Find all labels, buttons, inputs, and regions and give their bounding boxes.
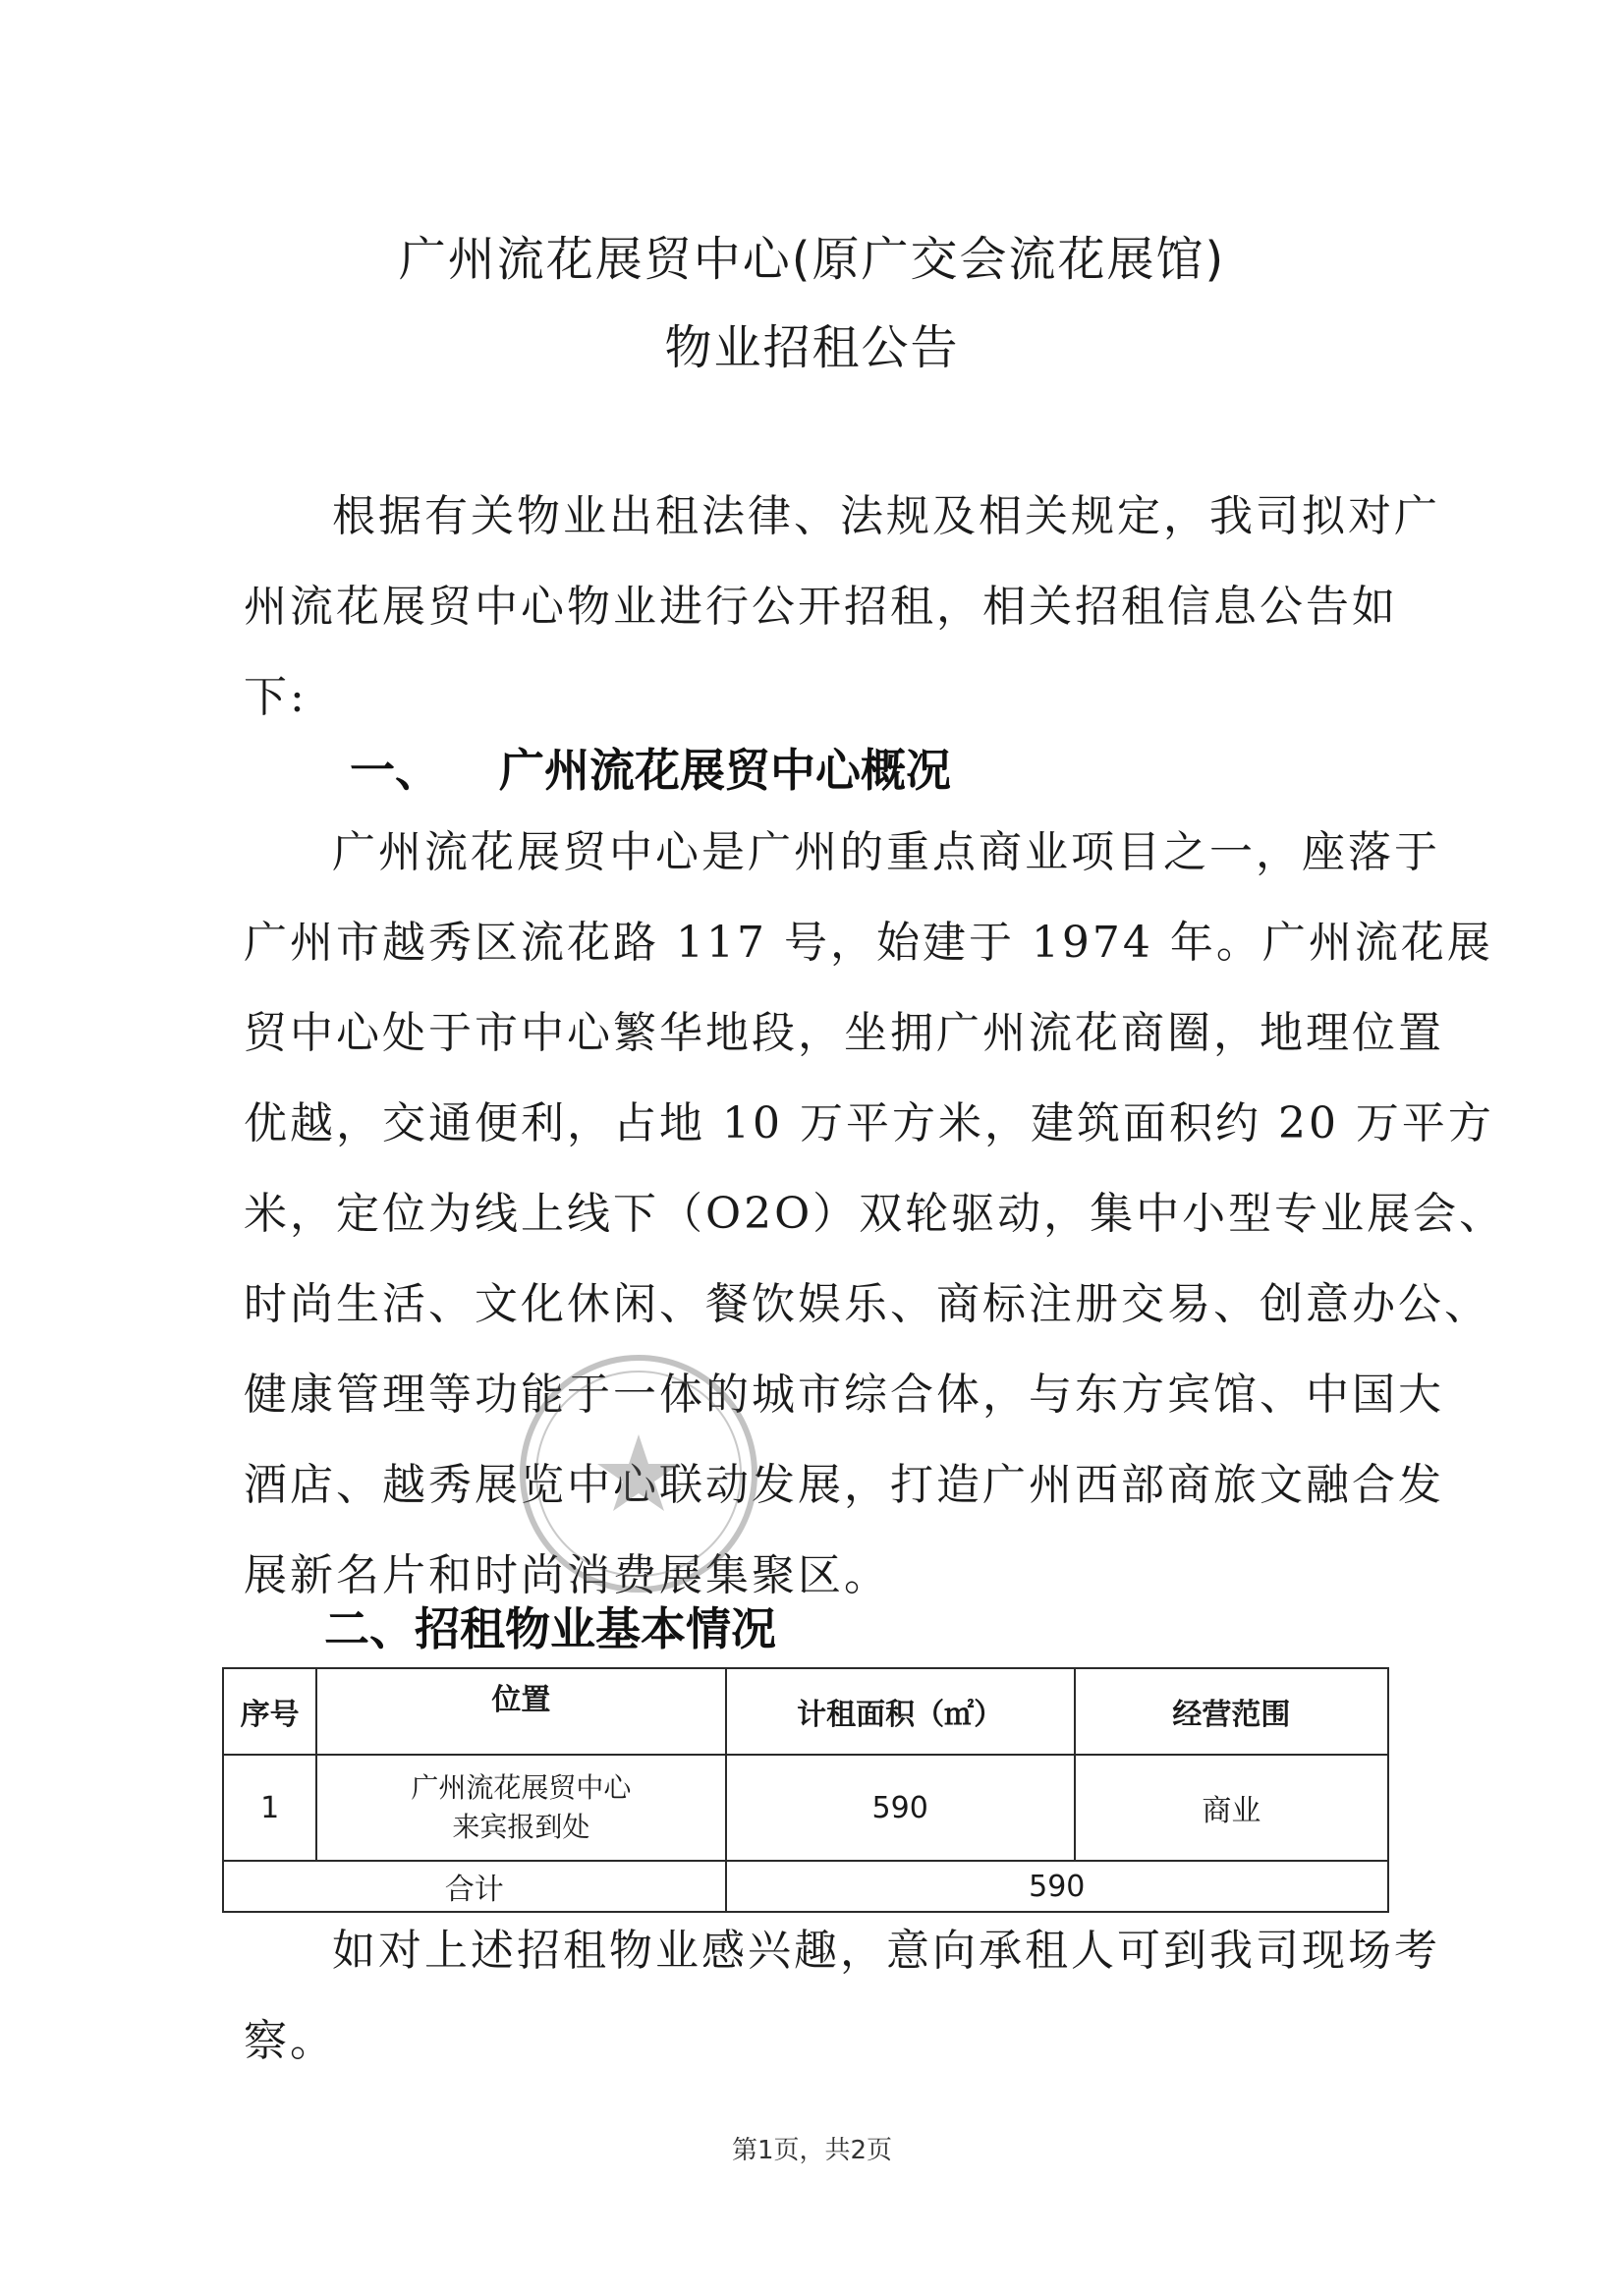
section1-line: 时尚生活、文化休闲、餐饮娱乐、商标注册交易、创意办公、 xyxy=(244,1279,1490,1329)
cell-total-label: 合计 xyxy=(223,1861,726,1912)
cell-scope: 商业 xyxy=(1075,1755,1388,1861)
header-area: 计租面积（㎡） xyxy=(726,1668,1075,1755)
cell-location xyxy=(316,1755,725,1861)
section1-line: 健康管理等功能于一体的城市综合体，与东方宾馆、中国大 xyxy=(244,1370,1444,1420)
section1-number: 一、 xyxy=(350,744,440,797)
header-scope: 经营范围 xyxy=(1075,1668,1388,1755)
closing-paragraph xyxy=(244,1906,1440,2087)
section1-line: 广州流花展贸中心是广州的重点商业项目之一，座落于 xyxy=(332,827,1440,877)
document-title-line1: 广州流花展贸中心(原广交会流花展馆) xyxy=(398,232,1226,287)
section1-line: 贸中心处于市中心繁华地段，坐拥广州流花商圈，地理位置 xyxy=(244,1008,1444,1058)
header-no: 序号 xyxy=(223,1668,316,1755)
cell-no: 1 xyxy=(223,1755,316,1861)
section1-line: 广州市越秀区流花路 117 号，始建于 1974 年。广州流花展 xyxy=(244,918,1493,968)
cell-area: 590 xyxy=(726,1755,1075,1861)
intro-line: 下: xyxy=(244,672,308,722)
table-row xyxy=(223,1755,1388,1861)
rental-property-table xyxy=(222,1667,1389,1913)
section1-heading xyxy=(350,735,951,800)
section2-heading: 二、招租物业基本情况 xyxy=(324,1602,776,1655)
intro-line: 州流花展贸中心物业进行公开招租，相关招租信息公告如 xyxy=(244,582,1398,632)
section1-paragraph xyxy=(244,808,1506,1621)
table-total-row xyxy=(223,1861,1388,1912)
closing-line: 如对上述招租物业感兴趣，意向承租人可到我司现场考 xyxy=(332,1926,1440,1976)
document-title-line2: 物业招租公告 xyxy=(664,320,960,375)
section1-line: 展新名片和时尚消费展集聚区。 xyxy=(244,1550,890,1600)
header-location: 位置 xyxy=(316,1668,725,1755)
section1-line: 优越，交通便利，占地 10 万平方米，建筑面积约 20 万平方 xyxy=(244,1098,1494,1148)
cell-total-value: 590 xyxy=(726,1861,1389,1912)
closing-line: 察。 xyxy=(244,2016,336,2066)
intro-paragraph xyxy=(244,472,1440,743)
section1-line: 酒店、越秀展览中心联动发展，打造广州西部商旅文融合发 xyxy=(244,1460,1444,1510)
section1-title: 广州流花展贸中心概况 xyxy=(499,744,951,797)
intro-line: 根据有关物业出租法律、法规及相关规定，我司拟对广 xyxy=(332,491,1440,541)
cell-location-line: 广州流花展贸中心 xyxy=(411,1771,632,1804)
table-header-row xyxy=(223,1668,1388,1755)
section1-line: 米，定位为线上线下（O2O）双轮驱动，集中小型专业展会、 xyxy=(244,1189,1506,1239)
page-footer: 第1页，共2页 xyxy=(731,2136,893,2165)
cell-location-line: 来宾报到处 xyxy=(452,1811,590,1843)
